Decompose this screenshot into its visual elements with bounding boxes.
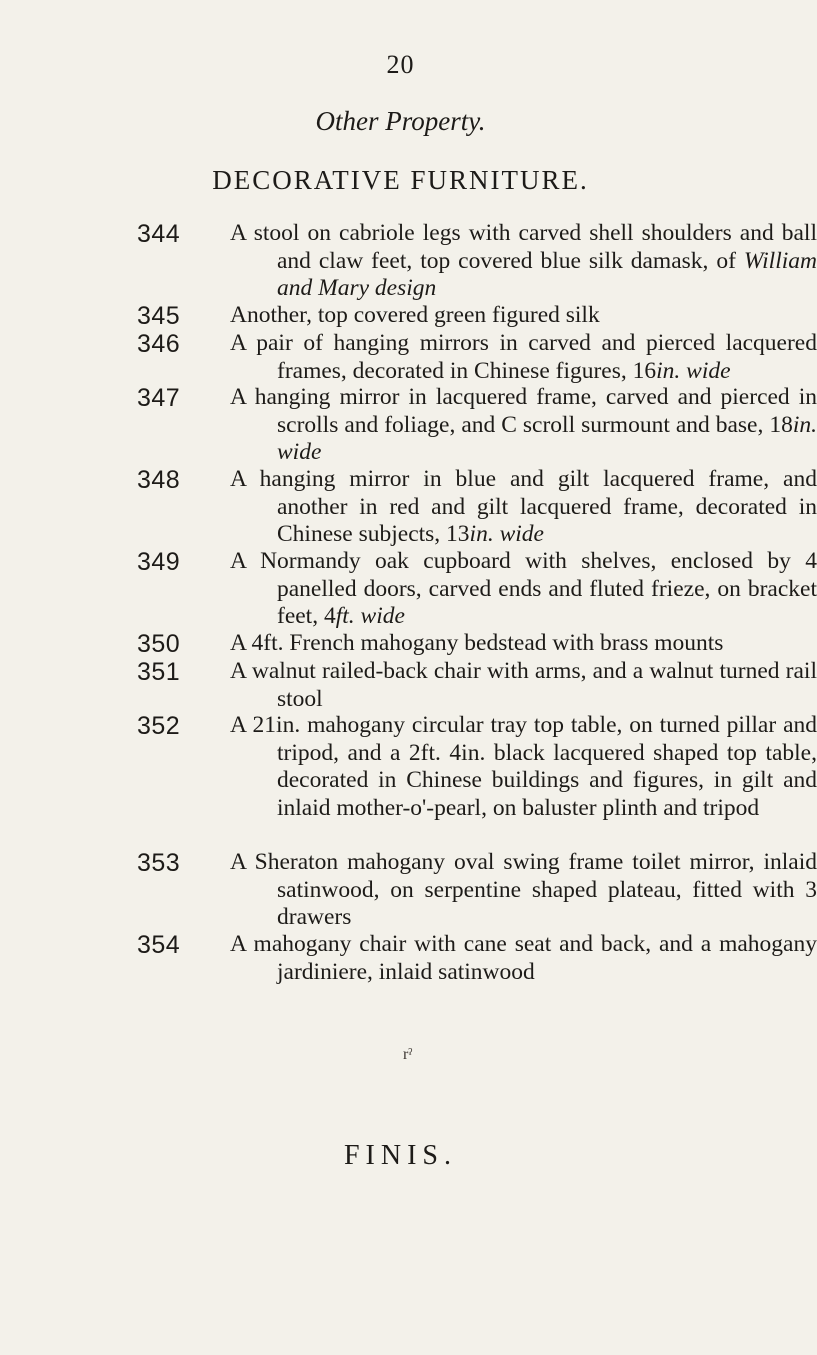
lot-description [230, 849, 817, 932]
lot-italic-text: in. wide [469, 521, 544, 547]
lot-description [230, 630, 817, 658]
lot-number: 352 [137, 712, 181, 740]
lot-text: A hanging mirror in lacquered frame, carved and pierced in scrolls and foliage, and C scroll surmount and base, 18 [230, 384, 817, 438]
pencil-mark: rˀ [403, 1046, 413, 1063]
section-heading: DECORATIVE FURNITURE. [212, 165, 589, 195]
lot-text: A stool on cabriole legs with carved shell shoulders and ball and claw feet, top covered blue silk damask, of [230, 220, 817, 274]
lot-italic-text: in. wide [656, 357, 731, 384]
lot-number: 351 [137, 658, 181, 686]
lot-number: 345 [137, 302, 181, 330]
lot-number: 346 [137, 330, 181, 358]
lot-text: A Normandy oak cupboard with shelves, enclosed by 4 panelled doors, carved ends and fluted frieze, on bracket feet, 4 [230, 548, 817, 629]
lot-text: A hanging mirror in blue and gilt lacquered frame, and another in red and gilt lacquered frame, decorated in Chinese subjects, 13 [230, 466, 817, 547]
lot-italic-text: in. wide [277, 411, 817, 465]
lot-description [230, 220, 817, 303]
lot-number: 349 [137, 548, 181, 576]
lot-text: A 4ft. French mahogany bedstead with brass mounts [230, 630, 724, 656]
lot-number: 347 [137, 384, 181, 412]
lot-number: 354 [137, 931, 181, 959]
lot-italic-text: William and Mary design [277, 247, 817, 301]
lot-text: Another, top covered green figured silk [230, 302, 600, 328]
lot-description [230, 658, 817, 713]
lot-description [230, 466, 817, 549]
lot-text: A 21in. mahogany circular tray top table, on turned pillar and tripod, and a 2ft. 4in. black lacquered shaped top table, decorated in Chinese buildings and figures, in gilt and inlaid mother-o'-pearl, on baluster plinth and tripod [230, 712, 817, 821]
lot-italic-text: ft. wide [335, 603, 405, 629]
lot-text: A pair of hanging mirrors in carved and pierced lacquered frames, decorated in Chinese figures, 16 [230, 330, 817, 384]
lot-text: A walnut railed-back chair with arms, and a walnut turned rail stool [230, 658, 817, 712]
lot-description [230, 384, 817, 467]
lot-number: 348 [137, 466, 181, 494]
section-title: Other Property. [315, 106, 486, 136]
lot-description [230, 931, 817, 986]
lot-number: 353 [137, 849, 181, 877]
lot-description [230, 330, 817, 385]
lot-text: A mahogany chair with cane seat and back, and a mahogany jardiniere, inlaid satinwood [230, 931, 817, 985]
lot-description [230, 712, 817, 822]
lot-number: 350 [137, 630, 181, 658]
lot-description [230, 548, 817, 631]
lot-text: A Sheraton mahogany oval swing frame toilet mirror, inlaid satinwood, on serpentine shaped plateau, fitted with 3 drawers [230, 849, 817, 930]
lot-description [230, 302, 817, 330]
lot-number: 344 [137, 220, 181, 248]
page-number: 20 [386, 50, 415, 79]
closing-text: FINIS. [343, 1140, 457, 1171]
